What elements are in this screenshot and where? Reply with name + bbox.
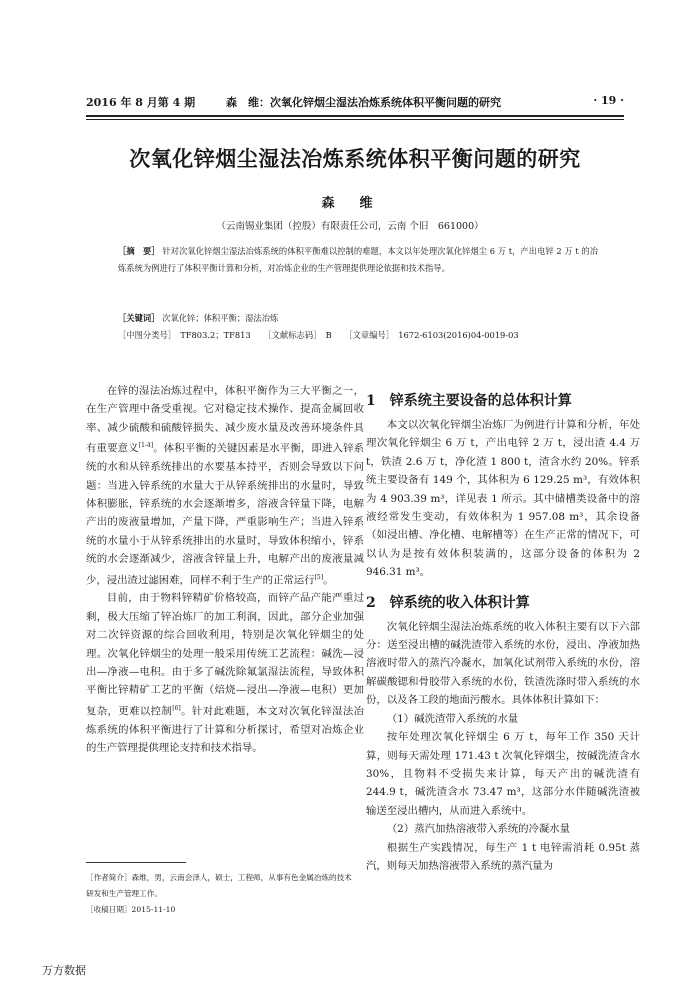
author-info: ［作者简介］森维，男，云南会泽人，硕士，工程师，从事有色金属冶炼的技术研发和生产管理工作。 (86, 873, 352, 898)
received-date: ［收稿日期］2015-11-10 (86, 905, 176, 914)
keywords-label: ［关键词］ (118, 313, 160, 323)
page-number: · 19 · (593, 94, 624, 107)
classification-line (118, 329, 618, 341)
intro-paragraph-2: 目前，由于物料锌精矿价格较高，而锌产品产能严重过剩，极大压缩了锌冶炼厂的加工利润，因此，部分企业加强对二次锌资源的综合回收利用，特别是次氧化锌烟尘的处理。次氧化锌烟尘的处理一般采用传统工艺流程：碱洗—浸出—净液—电积。由于多了碱洗除氟氯湿法流程，导致体积平衡比锌精矿工艺的平衡（焙烧—浸出—净液—电积）更加复杂，更难以控制[6]。针对此难题，本文对次氧化锌湿法冶炼系统的体积平衡进行了计算和分析探讨，希望对冶炼企业的生产管理提供理论支持和技术指导。 (86, 592, 365, 755)
header-rule-thick (86, 115, 624, 117)
section-2-heading: 2 锌系统的收入体积计算 (366, 594, 530, 611)
paper-title: 次氧化锌烟尘湿法冶炼系统体积平衡问题的研究 (129, 146, 581, 171)
source-watermark: 万方数据 (42, 964, 86, 977)
abstract-label: ［摘 要］ (118, 246, 160, 256)
author-name: 森 维 (321, 196, 379, 211)
keywords-text: 次氧化锌；体积平衡；湿法冶炼 (162, 313, 279, 323)
keywords (118, 312, 598, 324)
clc-number: ［中图分类号］ TF803.2；TF813 (118, 330, 251, 340)
document-code: ［文献标志码］ B (263, 330, 332, 340)
issue-label: 2016 年 8 月第 4 期 (86, 96, 196, 109)
running-header (86, 94, 624, 114)
header-rule-thin (86, 119, 624, 120)
left-column (86, 382, 364, 758)
subsection-2-1-heading: （1）碱洗渣带入系统的水量 (386, 712, 519, 725)
section-1-paragraph: 本文以次氧化锌烟尘冶炼厂为例进行计算和分析，年处理次氧化锌烟尘 6 万 t，产出电锌 2 万 t，浸出渣 4.4 万 t，铁渣 2.6 万 t，净化渣 1 800 t，渣含水约 20%。锌系统主要设备有 149 个，其体积为 6 129.25 m³，有效体积为 4 903.39 m³，详见表 1 所示。其中储槽类设备中的溶液经常发生变动，有效体积为 1 957.08 m³，其余设备（如浸出槽、净化槽、电解槽等）在生产正常的情况下，可以认为是按有效体积装满的，这部分设备的体积为 2 946.31 m³。 (366, 419, 640, 579)
footnote-rule (86, 862, 186, 863)
subsection-2-2-heading: （2）蒸汽加热溶液带入系统的冷凝水量 (386, 823, 571, 836)
affiliation: （云南锡业集团（控股）有限责任公司，云南 个旧 661000） (216, 221, 484, 232)
running-title: 森 维：次氧化锌烟尘湿法冶炼系统体积平衡问题的研究 (226, 96, 501, 109)
subsection-2-2-paragraph: 根据生产实践情况，每生产 1 t 电锌需消耗 0.95t 蒸汽，则每天加热溶液带入系统的蒸汽量为 (366, 841, 640, 872)
right-column (366, 390, 640, 875)
citation: [6] (172, 704, 181, 712)
citation: [1-4] (138, 442, 154, 450)
citation: [5] (314, 573, 324, 581)
abstract-text: 针对次氧化锌烟尘湿法冶炼系统的体积平衡难以控制的难题，本文以年处理次氧化锌烟尘 6 万 t，产出电锌 2 万 t 的冶炼系统为例进行了体积平衡计算和分析，对冶炼企业的生产管理提供理论依据和技术指导。 (118, 246, 598, 273)
intro-paragraph-1: 在锌的湿法冶炼过程中，体积平衡作为三大平衡之一，在生产管理中备受重视。它对稳定技术操作、提高金属回收率、减少硫酸和硫酸锌损失、减少废水量及改善环境条件具有重要意义[1-4]。体积平衡的关键因素是水平衡，即进入锌系统的水和从锌系统排出的水要基本持平，否则会导致以下问题：当进入锌系统的水量大于从锌系统排出的水量时，导致体积膨胀，锌系统的水会逐渐增多，溶液含锌量下降，电解产出的废液量增加，产量下降，严重影响生产；当进入锌系统的水量小于从锌系统排出的水量时，导致体积缩小，锌系统的水会逐渐减少，溶液含锌量上升，电解产出的废液量减少，浸出渣过滤困难，同样不利于生产的正常运行[5]。 (86, 385, 365, 586)
abstract (118, 243, 598, 277)
subsection-2-1-paragraph: 按年处理次氧化锌烟尘 6 万 t，每年工作 350 天计算，则每天需处理 171.43 t 次氧化锌烟尘，按碱洗渣含水 30%，且物料不受损失来计算，每天产出的碱洗渣有 244.9 t，碱洗渣含水 73.47 m³，这部分水伴随碱洗渣被输送至浸出槽内，从而进入系统中。 (366, 731, 640, 817)
section-1-heading: 1 锌系统主要设备的总体积计算 (366, 393, 572, 409)
footnote (86, 870, 356, 918)
article-number: ［文章编号］ 1672-6103(2016)04-0019-03 (344, 330, 519, 340)
section-2-paragraph: 次氧化锌烟尘湿法冶炼系统的收入体积主要有以下六部分：送至浸出槽的碱洗渣带入系统的水份，浸出、净液加热溶液时带入的蒸汽冷凝水，加氧化试剂带入系统的水份，溶解碳酸锶和骨胶带入系统的水份，铁渣洗涤时带入系统的水份，以及各工段的地面污酸水。具体体积计算如下： (366, 620, 640, 707)
